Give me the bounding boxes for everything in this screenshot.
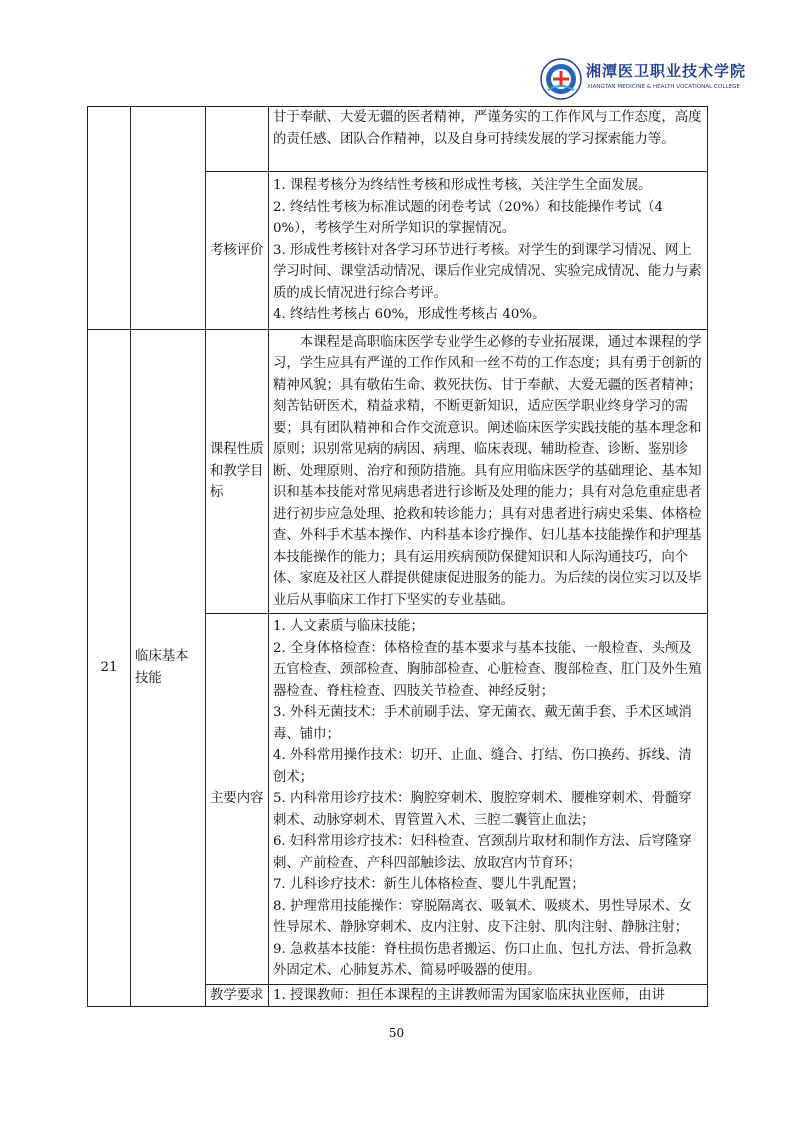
requirement-text: 1. 授课教师：担任本课程的主讲教师需为国家临床执业医师，由讲 (269, 984, 708, 1007)
content-item: 6. 妇科常用诊疗技术：妇科检查、宫颈刮片取材和制作方法、后穹隆穿刺、产前检查、产科四部触诊法、放取宫内节育环； (273, 834, 692, 871)
content-item: 2. 全身体格检查：体格检查的基本要求与基本技能、一般检查、头颅及五官检查、颈部检查、胸肺部检查、心脏检查、腹部检查、肛门及外生殖器检查、脊柱检查、四肢关节检查、神经反射； (273, 640, 702, 699)
table-row (88, 329, 708, 614)
content-item: 1. 人文素质与临床技能； (273, 619, 424, 634)
requirement-label: 教学要求 (206, 984, 269, 1007)
content-item: 5. 内科常用诊疗技术：胸腔穿刺术、腹腔穿刺术、腰椎穿刺术、骨髓穿刺术、动脉穿刺术、胃管置入术、三腔二囊管止血法； (273, 791, 692, 828)
course-number: 21 (88, 329, 131, 1007)
college-logo (540, 58, 747, 102)
logo-english-name: XIANGTAN MEDICINE & HEALTH VOCATIONAL COLLEGE (587, 84, 740, 90)
prev-number-cell (88, 107, 131, 330)
content-item: 3. 外科无菌技术：手术前刷手法、穿无菌衣、戴无菌手套、手术区域消毒、铺巾； (273, 705, 692, 742)
content-list (269, 614, 708, 985)
content-item: 7. 儿科诊疗技术：新生儿体格检查、婴儿牛乳配置； (273, 877, 585, 892)
course-name: 临床基本技能 (131, 329, 206, 1007)
nature-label: 课程性质和教学目标 (206, 329, 269, 614)
prev-name-cell (131, 107, 206, 330)
assessment-line: 3. 形成性考核针对各学习环节进行考核。对学生的到课学习情况、网上学习时间、课堂活动情况、课后作业完成情况、实验完成情况、能力与素质的成长情况进行综合考评。 (273, 242, 702, 301)
page-number: 50 (388, 1026, 405, 1040)
college-emblem-icon (540, 58, 582, 100)
content-item: 9. 急救基本技能：脊柱损伤患者搬运、伤口止血、包扎方法、骨折急救外固定术、心肺复苏术、简易呼吸器的使用。 (273, 941, 692, 978)
prev-continuation-text: 甘于奉献、大爱无疆的医者精神，严谨务实的工作作风与工作态度，高度的责任感、团队合作精神，以及自身可持续发展的学习探索能力等。 (269, 107, 708, 172)
curriculum-table (87, 106, 708, 1007)
logo-chinese-name: 湘潭医卫职业技术学院 (586, 62, 747, 80)
assessment-line: 2. 终结性考核为标准试题的闭卷考试（20%）和技能操作考试（40%），考核学生对所学知识的掌握情况。 (273, 199, 664, 236)
assessment-label: 考核评价 (206, 172, 269, 330)
content-label: 主要内容 (206, 614, 269, 985)
nature-text: 本课程是高职临床医学专业学生必修的专业拓展课，通过本课程的学习，学生应具有严谨的工作作风和一丝不苟的工作态度；具有勇于创新的精神风貌；具有敬佑生命、救死扶伤、甘于奉献、大爱无疆的医者精神；刻苦钻研医术，精益求精，不断更新知识，适应医学职业终身学习的需要；具有团队精神和合作交流意识。阐述临床医学实践技能的基本理念和原则；识别常见病的病因、病理、临床表现、辅助检查、诊断、鉴别诊断、处理原则、治疗和预防措施。具有应用临床医学的基础理论、基本知识和基本技能对常见病患者进行诊断及处理的能力；具有对急危重症患者进行初步应急处理、抢救和转诊能力；具有对患者进行病史采集、体格检查、外科手术基本操作、内科基本诊疗操作、妇儿基本技能操作和护理基本技能操作的能力；具有运用疾病预防保健知识和人际沟通技巧，向个体、家庭及社区人群提供健康促进服务的能力。为后续的岗位实习以及毕业后从事临床工作打下坚实的专业基础。 (269, 329, 708, 614)
assessment-content (269, 172, 708, 330)
assessment-line: 1. 课程考核分为终结性考核和形成性考核，关注学生全面发展。 (273, 178, 652, 193)
content-item: 4. 外科常用操作技术：切开、止血、缝合、打结、伤口换药、拆线、清创术； (273, 748, 692, 785)
table-row (88, 107, 708, 172)
content-item: 8. 护理常用技能操作：穿脱隔离衣、吸氧术、吸痰术、男性导尿术、女性导尿术、静脉穿刺术、皮内注射、皮下注射、肌肉注射、静脉注射； (273, 898, 692, 935)
prev-label-cell (206, 107, 269, 172)
assessment-line: 4. 终结性考核占 60%，形成性考核占 40%。 (273, 307, 546, 322)
